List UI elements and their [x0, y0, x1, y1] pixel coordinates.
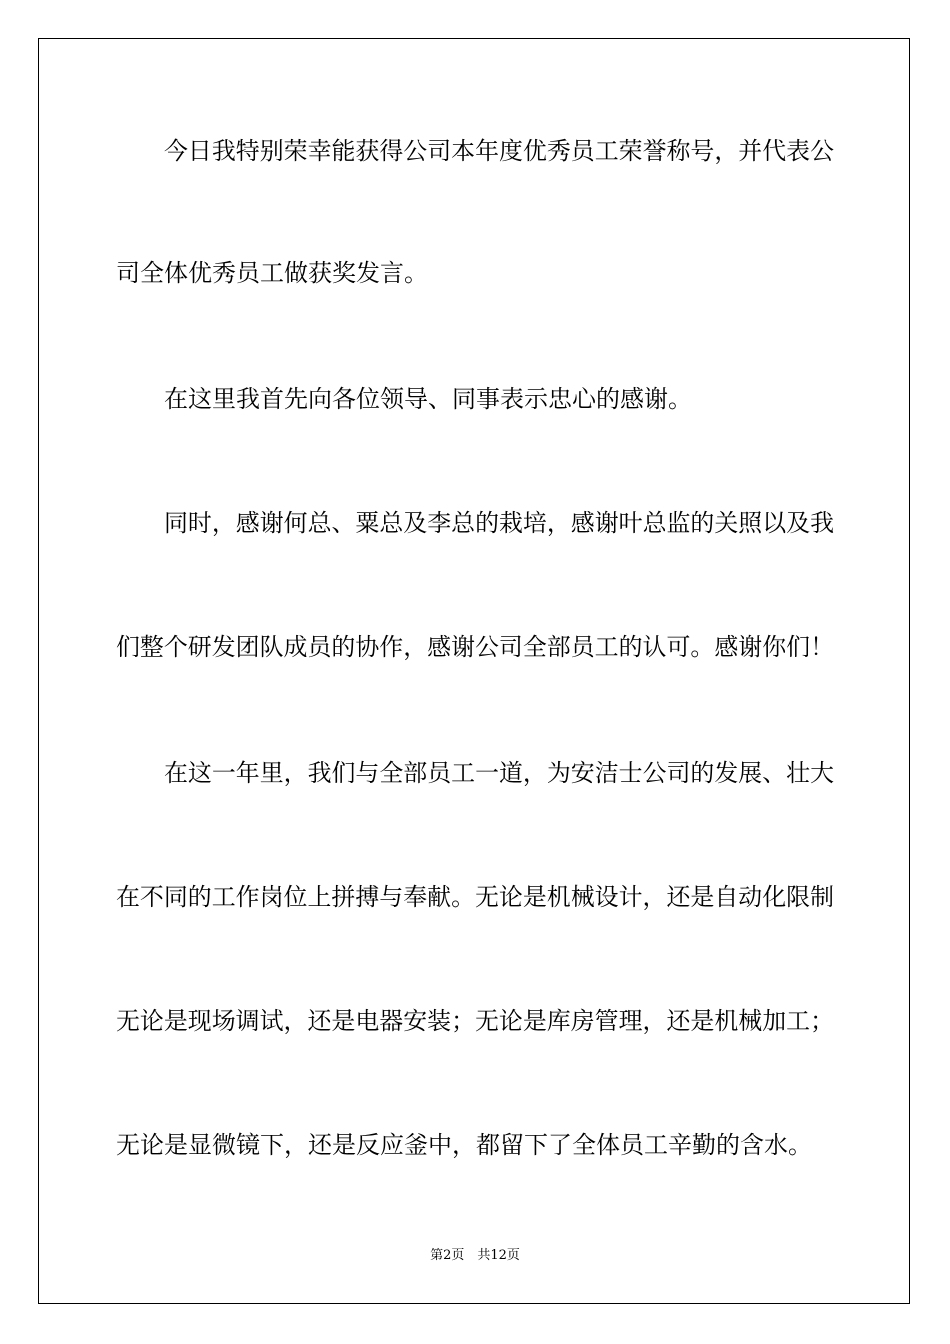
paragraph-line: 在不同的工作岗位上拼搏与奉献。无论是机械设计，还是自动化限制 — [116, 883, 834, 911]
paragraph-line: 同时，感谢何总、粟总及李总的栽培，感谢叶总监的关照以及我 — [164, 509, 834, 537]
paragraph-line: 在这里我首先向各位领导、同事表示忠心的感谢。 — [164, 385, 692, 413]
page-frame — [38, 38, 910, 1304]
paragraph-line: 无论是显微镜下，还是反应釜中，都留下了全体员工辛勤的含水。 — [116, 1131, 812, 1159]
page-number-footer: 第2页 共12页 — [430, 1248, 520, 1263]
paragraph-line: 们整个研发团队成员的协作，感谢公司全部员工的认可。感谢你们！ — [116, 633, 834, 661]
paragraph-line: 无论是现场调试，还是电器安装；无论是库房管理，还是机械加工； — [116, 1007, 834, 1035]
paragraph-line: 今日我特别荣幸能获得公司本年度优秀员工荣誉称号，并代表公 — [164, 137, 834, 165]
paragraph-line: 司全体优秀员工做获奖发言。 — [116, 259, 428, 287]
paragraph-line: 在这一年里，我们与全部员工一道，为安洁士公司的发展、壮大 — [164, 759, 834, 787]
